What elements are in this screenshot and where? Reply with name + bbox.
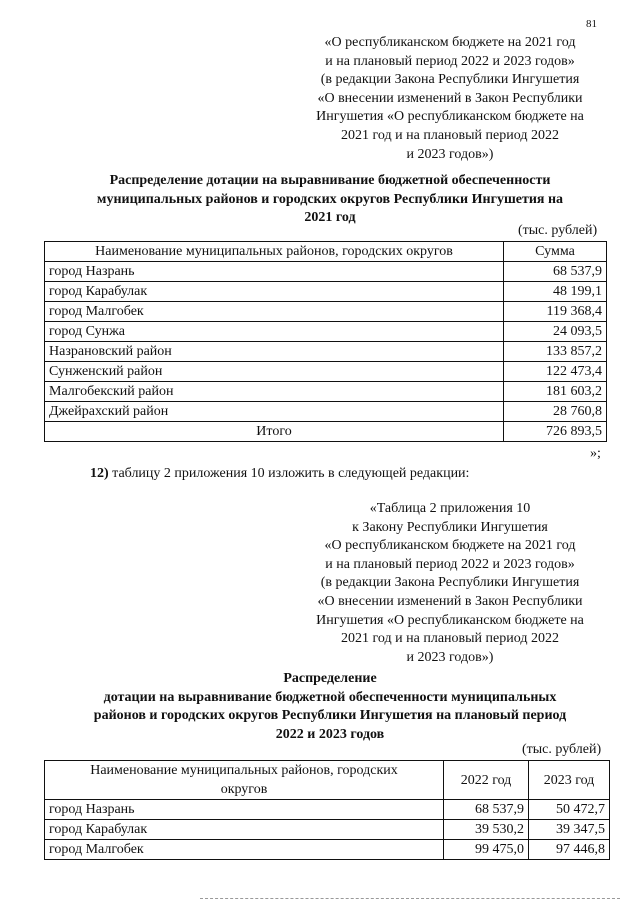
cell-total-value: 726 893,5 — [504, 422, 607, 442]
table-row — [45, 282, 607, 302]
table-1 — [44, 241, 607, 442]
header-line: Ингушетия «О республиканском бюджете на — [316, 612, 584, 628]
cell-sum: 28 760,8 — [504, 402, 607, 422]
column-header-2023: 2023 год — [529, 761, 610, 800]
cell-name: Малгобекский район — [45, 382, 504, 402]
title-line: Распределение — [283, 671, 377, 686]
cell-sum: 68 537,9 — [504, 262, 607, 282]
title-line: дотации на выравнивание бюджетной обеспеченности муниципальных — [103, 689, 557, 705]
table-header-row — [45, 761, 610, 800]
header-line: 2021 год и на плановый период 2022 — [341, 631, 559, 647]
cell-2022: 99 475,0 — [444, 840, 529, 860]
title-1 — [40, 172, 620, 228]
cell-sum: 48 199,1 — [504, 282, 607, 302]
cell-name: город Карабулак — [45, 282, 504, 302]
cell-name: город Сунжа — [45, 322, 504, 342]
header-line: и 2023 годов») — [406, 649, 494, 665]
cell-sum: 24 093,5 — [504, 322, 607, 342]
table-header-row — [45, 242, 607, 262]
table-row — [45, 382, 607, 402]
column-header-sum: Сумма — [504, 242, 607, 262]
title-line: районов и городских округов Республики Ингушетия на плановый период — [93, 708, 567, 723]
header-block-2 — [300, 500, 600, 667]
table-row — [45, 362, 607, 382]
cell-total-label: Итого — [45, 422, 504, 442]
header-line: «Таблица 2 приложения 10 — [369, 501, 531, 516]
header-line: (в редакции Закона Республики Ингушетия — [320, 72, 580, 88]
column-header-2022: 2022 год — [444, 761, 529, 800]
header-line: и на плановый период 2022 и 2023 годов» — [325, 53, 575, 69]
table-row — [45, 302, 607, 322]
header-line: «О внесении изменений в Закон Республики — [317, 90, 583, 106]
title-2 — [40, 670, 620, 744]
cell-2022: 39 530,2 — [444, 820, 529, 840]
column-header-name: Наименование муниципальных районов, городских округов — [45, 242, 504, 262]
header-line: «О республиканском бюджете на 2021 год — [324, 538, 576, 554]
table-row — [45, 840, 610, 860]
units-label-2: (тыс. рублей) — [522, 742, 602, 757]
units-label-1: (тыс. рублей) — [518, 223, 598, 238]
paragraph-text: таблицу 2 приложения 10 изложить в следующей редакции: — [108, 466, 470, 481]
cell-name: Джейрахский район — [45, 402, 504, 422]
column-header-name — [45, 761, 444, 800]
cell-sum: 119 368,4 — [504, 302, 607, 322]
title-line: Распределение дотации на выравнивание бюджетной обеспеченности — [109, 173, 551, 188]
table-total-row — [45, 422, 607, 442]
header-line: к Закону Республики Ингушетия — [352, 519, 548, 535]
table-row — [45, 402, 607, 422]
title-line: 2021 год — [304, 210, 356, 225]
table-row — [45, 342, 607, 362]
header-line: «О внесении изменений в Закон Республики — [317, 593, 583, 609]
cell-name: город Назрань — [45, 800, 444, 820]
cell-sum: 181 603,2 — [504, 382, 607, 402]
header-line: (в редакции Закона Республики Ингушетия — [320, 575, 580, 591]
header-line: «О республиканском бюджете на 2021 год — [324, 35, 576, 50]
header-line: и на плановый период 2022 и 2023 годов» — [325, 556, 575, 572]
cell-sum: 133 857,2 — [504, 342, 607, 362]
header-line: 2021 год и на плановый период 2022 — [341, 127, 559, 143]
column-header-name-line: округов — [220, 782, 268, 797]
header-line: Ингушетия «О республиканском бюджете на — [316, 109, 584, 125]
cell-2023: 50 472,7 — [529, 800, 610, 820]
cell-sum: 122 473,4 — [504, 362, 607, 382]
column-header-name-line: Наименование муниципальных районов, городских — [90, 763, 398, 778]
cell-2023: 97 446,8 — [529, 840, 610, 860]
table-2 — [44, 760, 610, 860]
paragraph-number: 12) — [90, 466, 109, 481]
paragraph-12 — [90, 466, 469, 482]
cell-2022: 68 537,9 — [444, 800, 529, 820]
cell-name: Сунженский район — [45, 362, 504, 382]
table-row — [45, 800, 610, 820]
closing-quote: »; — [590, 446, 601, 461]
scan-edge-line — [200, 898, 620, 899]
table-row — [45, 322, 607, 342]
cell-name: город Карабулак — [45, 820, 444, 840]
header-line: и 2023 годов») — [406, 146, 494, 162]
table-row — [45, 262, 607, 282]
cell-name: город Малгобек — [45, 840, 444, 860]
header-block-1 — [300, 34, 600, 164]
cell-2023: 39 347,5 — [529, 820, 610, 840]
title-line: 2022 и 2023 годов — [275, 726, 385, 742]
title-line: муниципальных районов и городских округов Республики Ингушетия на — [96, 191, 564, 207]
table-row — [45, 820, 610, 840]
cell-name: город Малгобек — [45, 302, 504, 322]
cell-name: Назрановский район — [45, 342, 504, 362]
cell-name: город Назрань — [45, 262, 504, 282]
page-number: 81 — [586, 18, 597, 30]
